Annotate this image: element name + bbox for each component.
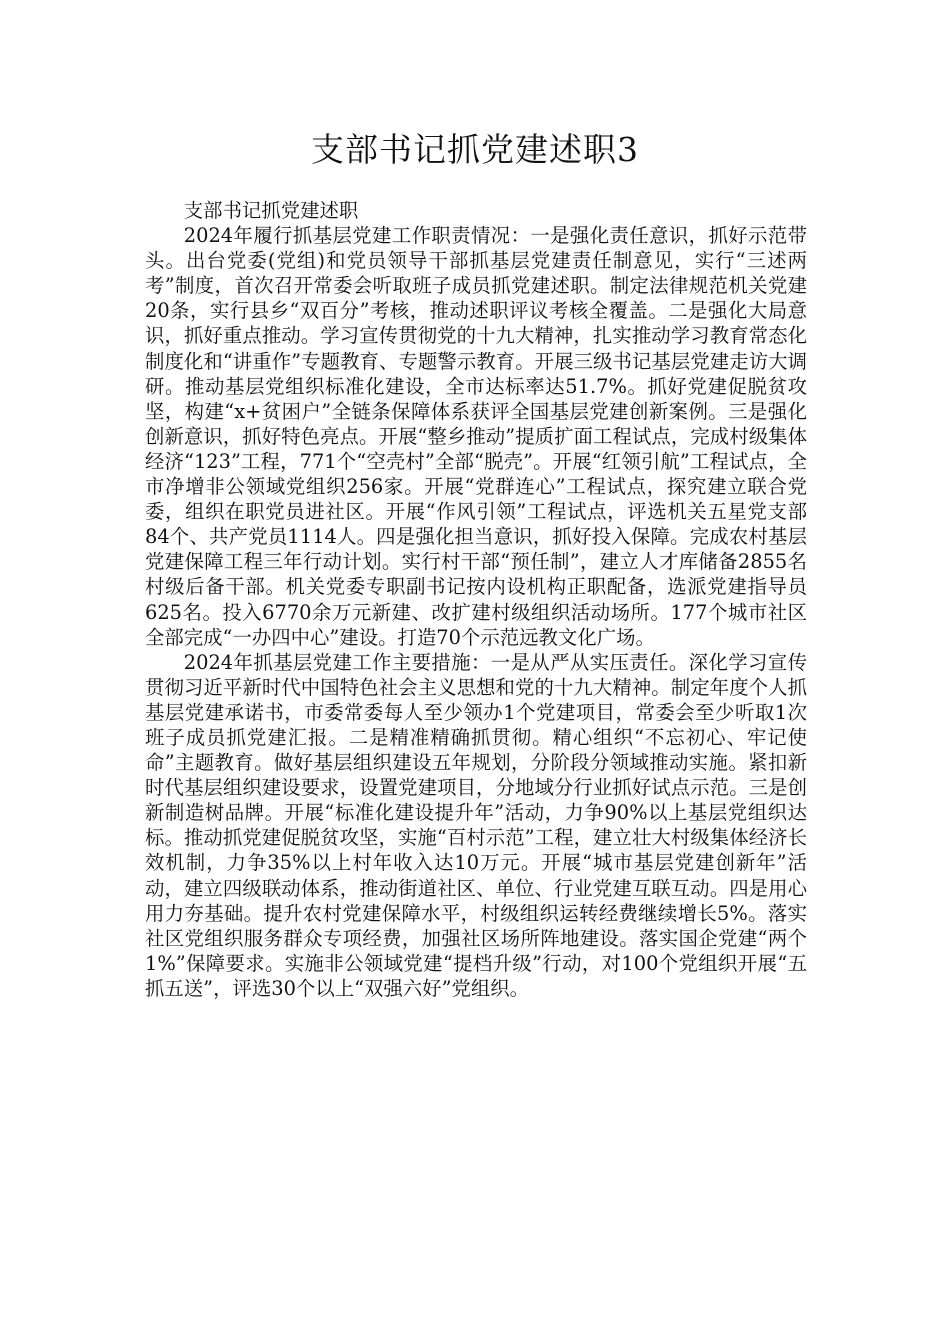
document-body: [145, 198, 807, 1001]
paragraph-duty-performance: 2024年履行抓基层党建工作职责情况：一是强化责任意识，抓好示范带头。出台党委(党组)和党员领导干部抓基层党建责任制意见，实行“三述两考”制度，首次召开常委会听取班子成员抓党建述职。制定法律规范机关党建20条，实行县乡“双百分”考核，推动述职评议考核全覆盖。二是强化大局意识，抓好重点推动。学习宣传贯彻党的十九大精神，扎实推动学习教育常态化制度化和“讲重作”专题教育、专题警示教育。开展三级书记基层党建走访大调研。推动基层党组织标准化建设，全市达标率达51.7%。抓好党建促脱贫攻坚，构建“x+贫困户”全链条保障体系获评全国基层党建创新案例。三是强化创新意识，抓好特色亮点。开展“整乡推动”提质扩面工程试点，完成村级集体经济“123”工程，771个“空壳村”全部“脱壳”。开展“红领引航”工程试点，全市净增非公领域党组织256家。开展“党群连心”工程试点，探究建立联合党委，组织在职党员进社区。开展“作风引领”工程试点，评选机关五星党支部84个、共产党员1114人。四是强化担当意识，抓好投入保障。完成农村基层党建保障工程三年行动计划。实行村干部“预任制”，建立人才库储备2855名村级后备干部。机关党委专职副书记按内设机构正职配备，选派党建指导员625名。投入6770余万元新建、改扩建村级组织活动场所。177个城市社区全部完成“一办四中心”建设。打造70个示范远教文化广场。: [145, 224, 807, 649]
document-subtitle: 支部书记抓党建述职: [183, 199, 359, 222]
paragraph-main-measures: 2024年抓基层党建工作主要措施：一是从严从实压责任。深化学习宣传贯彻习近平新时代中国特色社会主义思想和党的十九大精神。制定年度个人抓基层党建承诺书，市委常委每人至少领办1个党建项目，常委会至少听取1次班子成员抓党建汇报。二是精准精确抓贯彻。精心组织“不忘初心、牢记使命”主题教育。做好基层组织建设五年规划，分阶段分领域推动实施。紧扣新时代基层组织建设要求，设置党建项目，分地域分行业抓好试点示范。三是创新制造树品牌。开展“标准化建设提升年”活动，力争90%以上基层党组织达标。推动抓党建促脱贫攻坚，实施“百村示范”工程，建立壮大村级集体经济长效机制，力争35%以上村年收入达10万元。开展“城市基层党建创新年”活动，建立四级联动体系，推动街道社区、单位、行业党建互联互动。四是用心用力夯基础。提升农村党建保障水平，村级组织运转经费继续增长5%。落实社区党组织服务群众专项经费，加强社区场所阵地建设。落实国企党建“两个1%”保障要求。实施非公领域党建“提档升级”行动，对100个党组织开展“五抓五送”，评选30个以上“双强六好”党组织。: [145, 650, 807, 1000]
document-title: 支部书记抓党建述职3: [311, 130, 639, 169]
